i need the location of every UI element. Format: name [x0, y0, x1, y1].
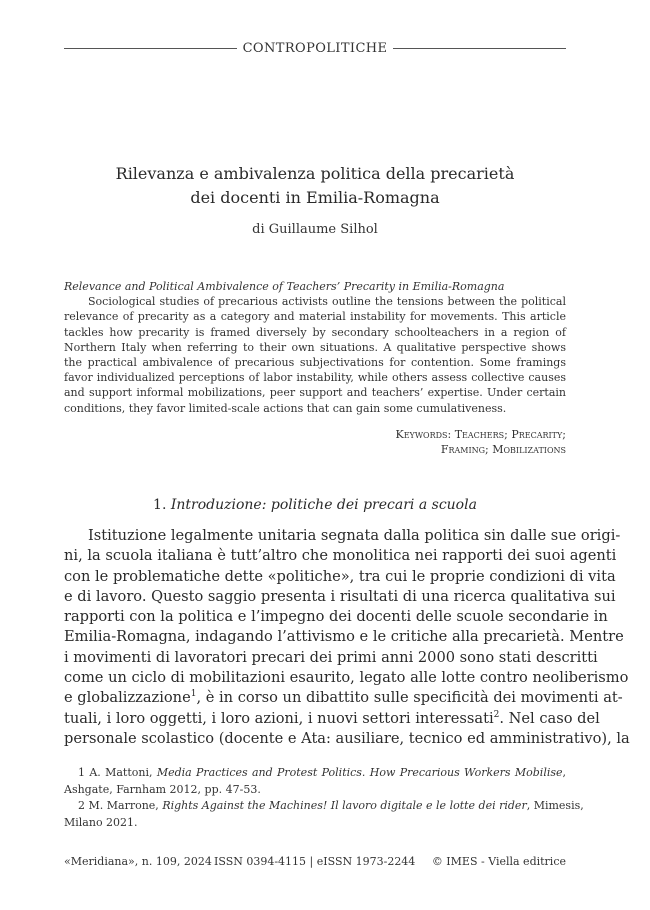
body-line-part: . Nel caso del: [499, 709, 600, 727]
section-title: Introduzione: politiche dei precari a scuola: [170, 497, 477, 513]
body-line: Emilia-Romagna, indagando l’attivismo e le critiche alla precarietà. Mentre: [64, 628, 624, 646]
body-line: come un ciclo di mobilitazioni esaurito, legato alle lotte contro neoliberismo: [64, 669, 629, 687]
article-author: di Guillaume Silhol: [252, 222, 378, 237]
running-header: [64, 41, 566, 56]
body-line: e di lavoro. Questo saggio presenta i risultati di una ricerca qualitativa sui: [64, 587, 616, 605]
abstract: [64, 279, 566, 416]
footnote-work-title: Media Practices and Protest Politics. How Precarious Workers Mobilise: [156, 766, 563, 779]
footnote-2-continued: Milano 2021.: [64, 815, 138, 829]
article-title-line-1: Rilevanza e ambivalenza politica della precarietà: [115, 164, 515, 183]
footer-journal: «Meridiana», n. 109, 2024: [64, 855, 212, 868]
footnote-2: [64, 798, 584, 815]
body-line-part: tuali, i loro oggetti, i loro azioni, i nuovi settori interessati: [64, 709, 494, 727]
footnote-author: M. Marrone,: [88, 799, 159, 812]
footnote-1: [64, 765, 566, 782]
footnote-number: 1: [78, 766, 85, 779]
body-line: [64, 688, 623, 708]
section-heading: [64, 497, 566, 513]
header-rule-right: [393, 48, 566, 49]
body-line: ni, la scuola italiana è tutt’altro che monolitica nei rapporti dei suoi agenti: [64, 547, 617, 565]
footnote-ref-1[interactable]: 1: [190, 689, 197, 700]
footnote-ref-2[interactable]: 2: [493, 709, 500, 720]
body-line: i movimenti di lavoratori precari dei primi anni 2000 sono stati descritti: [64, 648, 598, 666]
body-line: personale scolastico (docente e Ata: ausiliare, tecnico ed amministrativo), la: [64, 729, 630, 747]
body-paragraph: [64, 526, 630, 749]
body-line-part: , è in corso un dibattito sulle specificità dei movimenti at-: [196, 689, 623, 707]
header-rule-left: [64, 48, 237, 49]
footer-issn: ISSN 0394-4115 | eISSN 1973-2244: [214, 855, 416, 868]
footnote-text: , Mimesis,: [526, 799, 584, 812]
footnote-work-title: Rights Against the Machines! Il lavoro digitale e le lotte dei rider: [162, 799, 527, 812]
footnotes: [64, 765, 584, 831]
body-line: [64, 709, 600, 729]
keywords: [300, 427, 566, 457]
keywords-line-2: Framing; Mobilizations: [440, 443, 566, 457]
abstract-text: Sociological studies of precarious activists outline the tensions between the political relevance of precarity as a category and material instability for movements. This article tackles how precarity is framed diversely by secondary schoolteachers in a region of Northern Italy when referring to their own situations. A qualitative perspective shows the practical ambivalence of precarious subjectivations for contention. Some framings favor individualized perceptions of labor instability, while others assess collective causes and support informal mobilizations, peer support and teachers’ expertise. Under certain conditions, they favor limited-scale actions that can gain some cumulativeness.: [64, 295, 566, 415]
article-title-line-2: dei docenti in Emilia-Romagna: [190, 188, 440, 207]
article-title: [64, 162, 566, 210]
abstract-title: Relevance and Political Ambivalence of Teachers’ Precarity in Emilia-Romagna: [64, 280, 505, 293]
body-line: rapporti con la politica e l’impegno dei docenti delle scuole secondarie in: [64, 608, 608, 626]
footnote-1-continued: Ashgate, Farnham 2012, pp. 47-53.: [64, 782, 261, 796]
running-title: CONTROPOLITICHE: [242, 41, 388, 56]
footnote-number: 2: [78, 799, 85, 812]
keywords-line-1: Keywords: Teachers; Precarity;: [395, 428, 566, 441]
body-line: con le problematiche dette «politiche», tra cui le proprie condizioni di vita: [64, 567, 616, 585]
footer-publisher: © IMES - Viella editrice: [431, 855, 566, 868]
body-line: Istituzione legalmente unitaria segnata dalla politica sin dalle sue origi-: [88, 527, 621, 544]
footnote-text: ,: [562, 766, 567, 779]
footnote-author: A. Mattoni,: [89, 766, 153, 779]
body-line-part: e globalizzazione: [64, 689, 191, 707]
section-number: 1.: [153, 497, 167, 513]
